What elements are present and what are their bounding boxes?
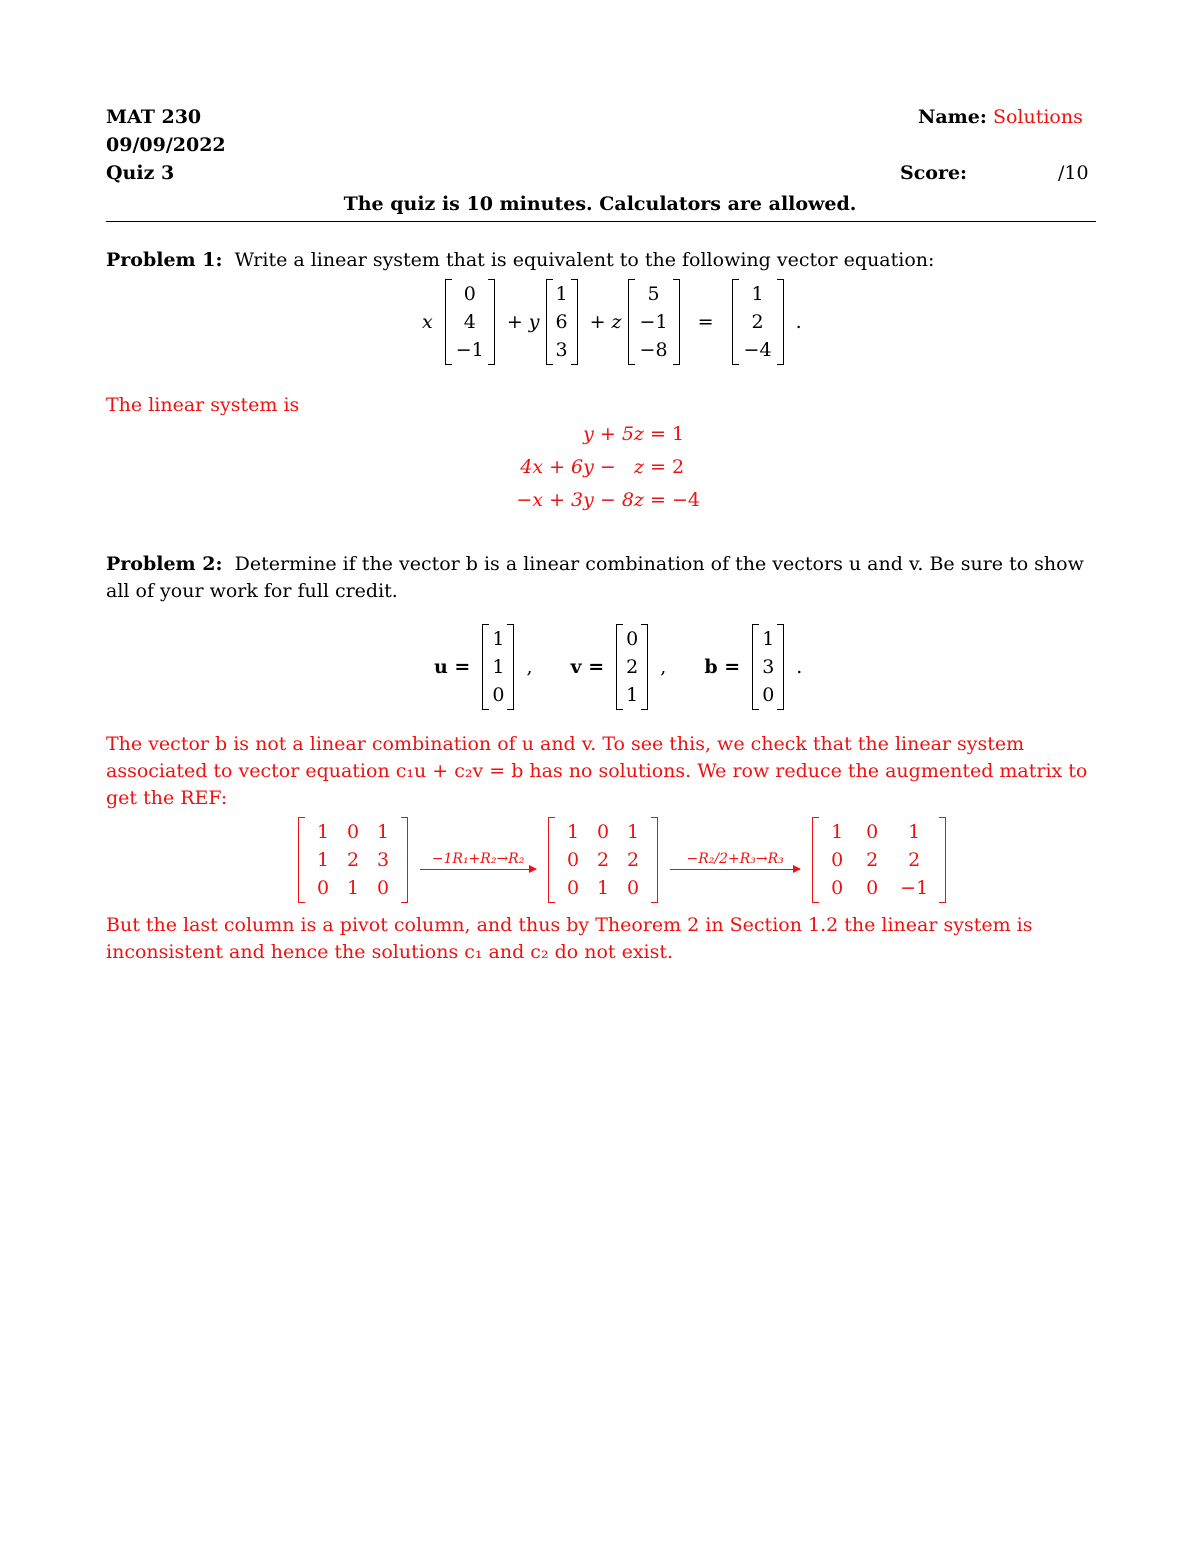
column-x: 0 4 −1 bbox=[445, 279, 495, 365]
row-op-2: −R₂/2+R₃→R₃ bbox=[686, 850, 784, 867]
problem1-statement bbox=[106, 247, 1096, 274]
quiz-date: 09/09/2022 bbox=[106, 134, 226, 156]
b-label: b = bbox=[704, 656, 741, 678]
problem2-prompt: Determine if the vector b is a linear combination of the vectors u and v. Be sure to show all of your work for full credit. bbox=[106, 553, 1084, 602]
row-op-arrow-1 bbox=[420, 851, 536, 870]
vector-v: 0 2 1 bbox=[616, 624, 648, 710]
vector-u: 1 1 0 bbox=[482, 624, 514, 710]
name-label: Name: bbox=[918, 106, 987, 128]
row-op-arrow-2 bbox=[670, 851, 800, 870]
problem2-statement bbox=[106, 551, 1096, 605]
score-label: Score: bbox=[900, 162, 968, 184]
header-divider bbox=[106, 221, 1096, 222]
row-reduction bbox=[298, 817, 946, 903]
vector-b: 1 3 0 bbox=[752, 624, 784, 710]
system-row: −x + 3y − 8z = −4 bbox=[516, 489, 700, 511]
problem2-answer: The vector b is not a linear combination of u and v. To see this, we check that the linear system associated to vector equation c₁u + c₂v = b has no solutions. We row reduce the augmented matrix to get the REF: bbox=[106, 733, 1088, 809]
problem1-prompt: Write a linear system that is equivalent to the following vector equation: bbox=[234, 249, 935, 271]
var-z: z bbox=[611, 311, 622, 333]
u-label: u = bbox=[434, 656, 471, 678]
vector-equation: x 0 4 −1 + y 1 6 3 + z 5 −1 −8 = 1 2 −4 . bbox=[422, 279, 808, 365]
linear-system-intro: The linear system is bbox=[106, 394, 300, 416]
name-field bbox=[918, 106, 1083, 128]
quiz-title: Quiz 3 bbox=[106, 162, 175, 184]
column-rhs: 1 2 −4 bbox=[732, 279, 784, 365]
column-y: 1 6 3 bbox=[546, 279, 578, 365]
var-y: y bbox=[528, 311, 540, 333]
var-x: x bbox=[422, 311, 433, 333]
name-value: Solutions bbox=[992, 106, 1083, 128]
course-code: MAT 230 bbox=[106, 106, 202, 128]
augmented-matrix-2: 1 0 1 0 2 2 0 1 0 bbox=[548, 817, 658, 903]
v-label: v = bbox=[570, 656, 605, 678]
augmented-matrix-3: 1 0 1 0 2 2 0 0 −1 bbox=[812, 817, 946, 903]
problem1-label: Problem 1: bbox=[106, 249, 223, 271]
system-row: y + 5z = 1 bbox=[583, 423, 685, 445]
system-row: 4x + 6y − z = 2 bbox=[520, 456, 685, 478]
row-op-1: −1R₁+R₂→R₂ bbox=[431, 850, 525, 867]
score-total: /10 bbox=[1058, 162, 1089, 184]
problem2-label: Problem 2: bbox=[106, 553, 223, 575]
linear-system bbox=[470, 418, 710, 517]
vectors-uvb: u = 1 1 0 , v = 0 2 1 , b = 1 3 0 . bbox=[434, 624, 808, 710]
problem2-conclusion: But the last column is a pivot column, and thus by Theorem 2 in Section 1.2 the linear system is inconsistent and hence the solutions c₁ and c₂ do not exist. bbox=[106, 914, 1033, 963]
augmented-matrix-1: 1 0 1 1 2 3 0 1 0 bbox=[298, 817, 408, 903]
quiz-instructions: The quiz is 10 minutes. Calculators are allowed. bbox=[343, 193, 857, 215]
column-z: 5 −1 −8 bbox=[628, 279, 680, 365]
